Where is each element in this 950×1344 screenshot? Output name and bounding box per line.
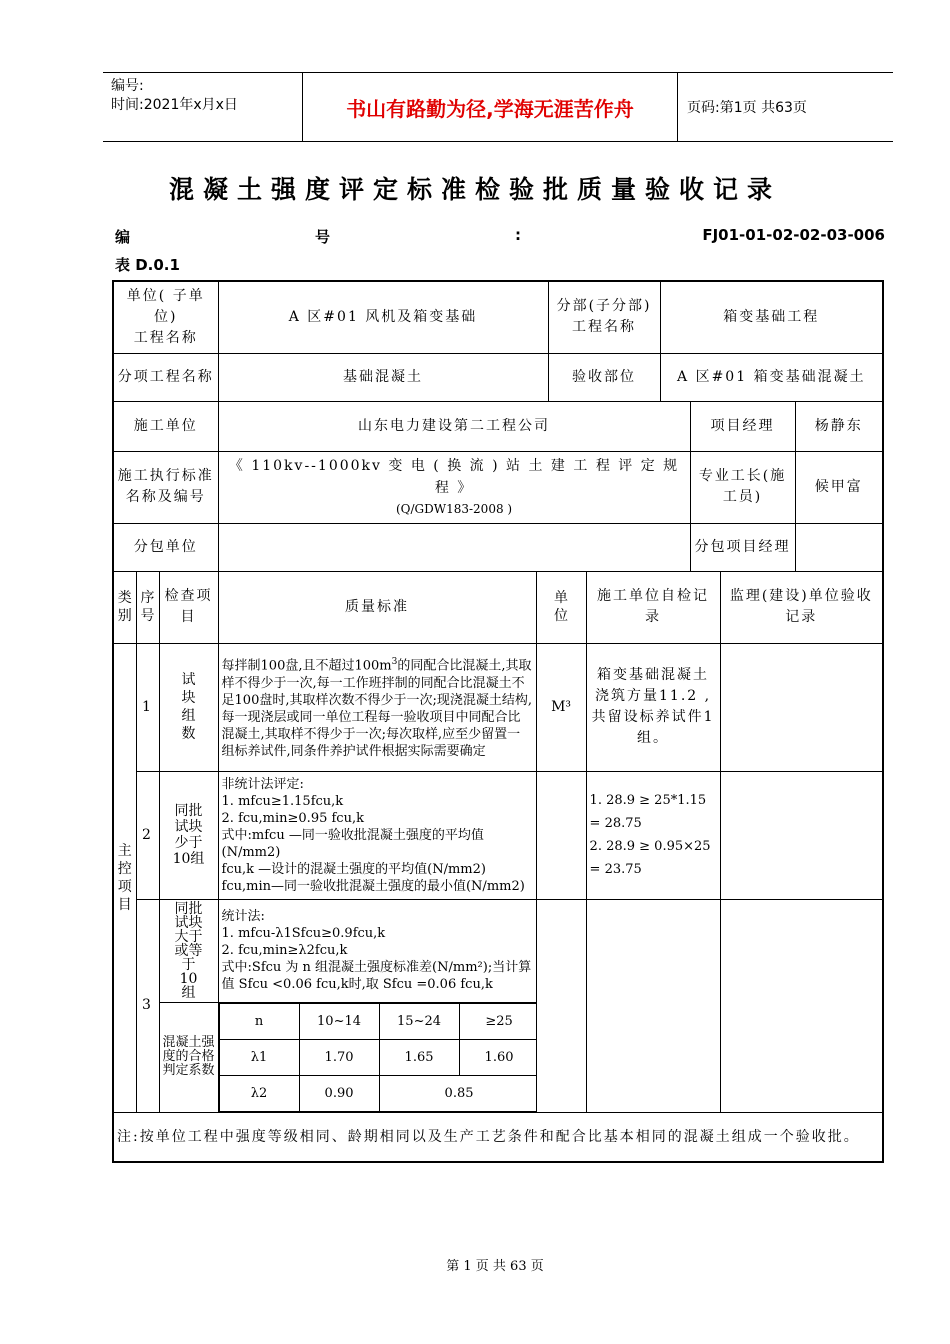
- subcontract-label: 分包单位: [113, 523, 218, 571]
- coef-header-range2: 15~24: [379, 1003, 459, 1039]
- coef-lambda2-value: 0.85: [379, 1075, 536, 1111]
- division-label: 分部(子分部)工程名称: [548, 281, 660, 353]
- row-standard: 非统计法评定: 1. mfcu≥1.15fcu,k 2. fcu,min≥0.95 fcu,k 式中:mfcu —同一验收批混凝土强度的平均值(N/mm2) fcu,k —设计的混凝土强度的平均值(N/mm2) fcu,min—同一验收批混凝土强度的最小值(N/mm2): [218, 771, 536, 899]
- foreman-value: 候甲富: [795, 451, 883, 523]
- row-supervision: [720, 899, 883, 1112]
- table-label: 表 D.0.1: [115, 256, 180, 274]
- table-row: [113, 451, 883, 523]
- row-item: 同批试块大于或等于10组: [159, 899, 218, 1002]
- header-time-label: 时间:2021年x月x日: [111, 97, 238, 113]
- table-row: [113, 401, 883, 451]
- header-number-label: 编号:: [111, 78, 144, 94]
- record-table: [112, 280, 884, 1163]
- coef-lambda1-label: λ1: [219, 1039, 299, 1075]
- subitem-value: 基础混凝土: [218, 353, 548, 401]
- header-meta: [103, 73, 303, 141]
- project-manager-label: 项目经理: [690, 401, 795, 451]
- standard-value: 《 110kv--1000kv 变 电 ( 换 流 ) 站 土 建 工 程 评 定 规 程 》 (Q/GDW183-2008 ): [218, 451, 690, 523]
- foreman-label: 专业工长(施工员): [690, 451, 795, 523]
- column-header-row: [113, 571, 883, 643]
- project-manager-value: 杨静东: [795, 401, 883, 451]
- coef-header-range1: 10~14: [299, 1003, 379, 1039]
- number-label: 编: [115, 228, 131, 246]
- table-row: [113, 281, 883, 353]
- col-seq: 序号: [136, 571, 159, 643]
- row-supervision: [720, 643, 883, 771]
- number-value: FJ01-01-02-02-03-006: [702, 226, 885, 244]
- table-row: [113, 771, 883, 899]
- number-label-2: 号: [315, 228, 331, 246]
- row-unit: [536, 771, 586, 899]
- row-item: 试块组数: [159, 643, 218, 771]
- acceptance-part-label: 验收部位: [548, 353, 660, 401]
- subcontract-manager-value: [795, 523, 883, 571]
- table-row: [113, 643, 883, 771]
- coef-lambda1-value: 1.60: [459, 1039, 536, 1075]
- header-page-info: 页码:第1页 共63页: [687, 100, 807, 116]
- row-unit: M³: [536, 643, 586, 771]
- col-standard: 质量标准: [218, 571, 536, 643]
- row-self-check: 箱变基础混凝土浇筑方量11.2 ,共留设标养试件1组。: [586, 643, 720, 771]
- col-item: 检查项目: [159, 571, 218, 643]
- division-value: 箱变基础工程: [660, 281, 883, 353]
- coef-table: [219, 1003, 537, 1112]
- construction-unit-label: 施工单位: [113, 401, 218, 451]
- coef-header-range3: ≥25: [459, 1003, 536, 1039]
- row-seq: 3: [136, 899, 159, 1112]
- col-self-check: 施工单位自检记录: [586, 571, 720, 643]
- row-seq: 1: [136, 643, 159, 771]
- col-category: 类别: [113, 571, 136, 643]
- row-self-check: 1. 28.9 ≥ 25*1.15 = 28.75 2. 28.9 ≥ 0.95×25 = 23.75: [586, 771, 720, 899]
- standard-label: 施工执行标准名称及编号: [113, 451, 218, 523]
- header-motto: 书山有路勤为径,学海无涯苦作舟: [303, 73, 678, 141]
- subcontract-manager-label: 分包项目经理: [690, 523, 795, 571]
- col-unit: 单位: [536, 571, 586, 643]
- table-row: [113, 353, 883, 401]
- construction-unit-value: 山东电力建设第二工程公司: [218, 401, 690, 451]
- unit-project-label: 单位( 子单位) 工程名称: [113, 281, 218, 353]
- page-header: [103, 72, 893, 142]
- unit-project-value: A 区#01 风机及箱变基础: [218, 281, 548, 353]
- acceptance-part-value: A 区#01 箱变基础混凝土: [660, 353, 883, 401]
- subitem-label: 分项工程名称: [113, 353, 218, 401]
- table-row: [113, 899, 883, 1002]
- col-supervision: 监理(建设)单位验收记录: [720, 571, 883, 643]
- row-seq: 2: [136, 771, 159, 899]
- coef-table-cell: [218, 1002, 536, 1112]
- document-number-row: [115, 226, 885, 248]
- row-self-check: [586, 899, 720, 1112]
- row-supervision: [720, 771, 883, 899]
- coef-lambda1-value: 1.65: [379, 1039, 459, 1075]
- row-standard: 每拌制100盘,且不超过$100m^3$的同配合比混凝土,其取样不得少于一次,每一工作班拌制的同配合比混凝土不足100盘时,其取样次数不得少于一次;现浇混凝土结构,每一现浇层或同一单位工程每一验收项目中同配合比混凝土,其取样不得少于一次;每次取样,应至少留置一组标养试件,同条件养护试件根据实际需要确定: [218, 643, 536, 771]
- number-colon: :: [515, 226, 521, 244]
- coef-lambda1-value: 1.70: [299, 1039, 379, 1075]
- coef-lambda2-value: 0.90: [299, 1075, 379, 1111]
- note: 注:按单位工程中强度等级相同、龄期相同以及生产工艺条件和配合比基本相同的混凝土组成一个验收批。: [113, 1112, 883, 1162]
- table-row: [113, 1112, 883, 1162]
- row-standard: 统计法: 1. mfcu-λ1Sfcu≥0.9fcu,k 2. fcu,min≥λ2fcu,k 式中:Sfcu 为 n 组混凝土强度标准差(N/mm²);当计算值 Sfcu <0.06 fcu,k时,取 Sfcu =0.06 fcu,k: [218, 899, 536, 1002]
- coef-lambda2-label: λ2: [219, 1075, 299, 1111]
- main-control-label: 主控项目: [113, 643, 136, 1112]
- subcontract-value: [218, 523, 690, 571]
- row-unit: [536, 899, 586, 1112]
- coef-header-n: n: [219, 1003, 299, 1039]
- coef-label: 混凝土强度的合格判定系数: [159, 1002, 218, 1112]
- page-footer: 第 1 页 共 63 页: [446, 1259, 544, 1274]
- table-row: [113, 523, 883, 571]
- document-title: 混凝土强度评定标准检验批质量验收记录: [168, 175, 781, 204]
- row-item: 同批试块少于10组: [159, 771, 218, 899]
